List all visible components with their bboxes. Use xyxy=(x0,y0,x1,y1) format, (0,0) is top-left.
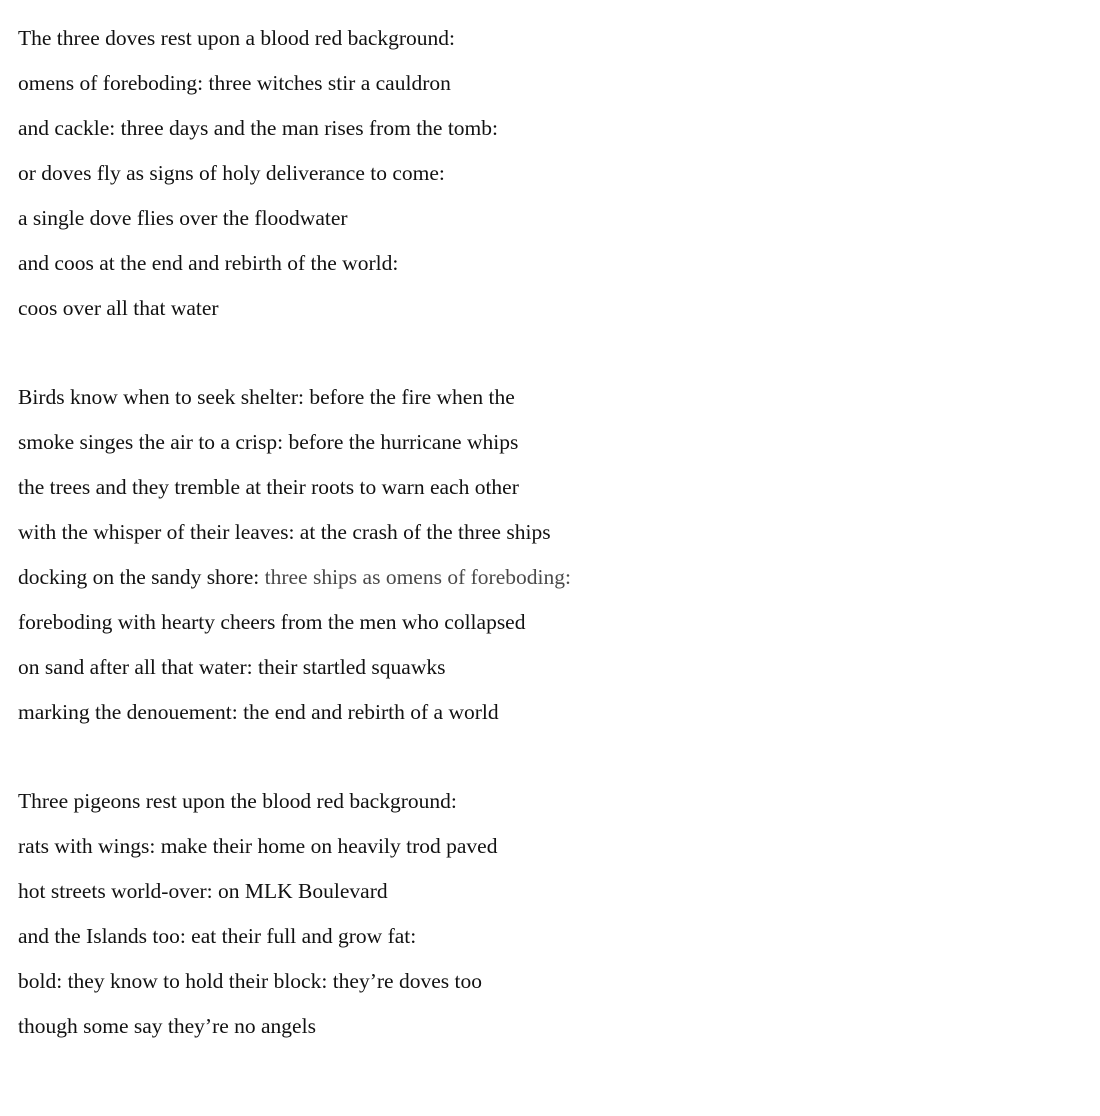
poem-line: coos over all that water xyxy=(18,296,219,320)
poem-line: smoke singes the air to a crisp: before the hurricane whips xyxy=(18,430,519,454)
poem-line: omens of foreboding: three witches stir a cauldron xyxy=(18,71,451,95)
poem-line: and the Islands too: eat their full and grow fat: xyxy=(18,924,417,948)
poem-line: the trees and they tremble at their roots to warn each other xyxy=(18,475,519,499)
poem-text xyxy=(18,20,1078,1053)
poem-line: and cackle: three days and the man rises from the tomb: xyxy=(18,116,499,140)
poem-line: or doves fly as signs of holy deliverance to come: xyxy=(18,161,445,185)
poem-line: Birds know when to seek shelter: before the fire when the xyxy=(18,385,515,409)
poem-line: The three doves rest upon a blood red background: xyxy=(18,26,456,50)
poem-line: though some say they’re no angels xyxy=(18,1014,316,1038)
poem-line: marking the denouement: the end and rebirth of a world xyxy=(18,700,499,724)
stanza-2 xyxy=(18,379,1078,739)
poem-line: hot streets world-over: on MLK Boulevard xyxy=(18,879,388,903)
poem-line-part-faded: three ships as omens of foreboding: xyxy=(259,565,571,589)
poem-line: Three pigeons rest upon the blood red background: xyxy=(18,789,457,813)
poem-line: rats with wings: make their home on heavily trod paved xyxy=(18,834,498,858)
poem-line: foreboding with hearty cheers from the men who collapsed xyxy=(18,610,526,634)
stanza-break xyxy=(18,335,1078,379)
poem-line: with the whisper of their leaves: at the crash of the three ships xyxy=(18,520,551,544)
poem-line xyxy=(18,559,1078,604)
poem-line: bold: they know to hold their block: they’re doves too xyxy=(18,969,482,993)
poem-line: on sand after all that water: their startled squawks xyxy=(18,655,446,679)
poem-line-part: docking on the sandy shore: xyxy=(18,565,260,589)
stanza-1 xyxy=(18,20,1078,335)
stanza-3 xyxy=(18,783,1078,1053)
poem-line: and coos at the end and rebirth of the world: xyxy=(18,251,399,275)
poem-line: a single dove flies over the floodwater xyxy=(18,206,348,230)
stanza-break xyxy=(18,739,1078,783)
